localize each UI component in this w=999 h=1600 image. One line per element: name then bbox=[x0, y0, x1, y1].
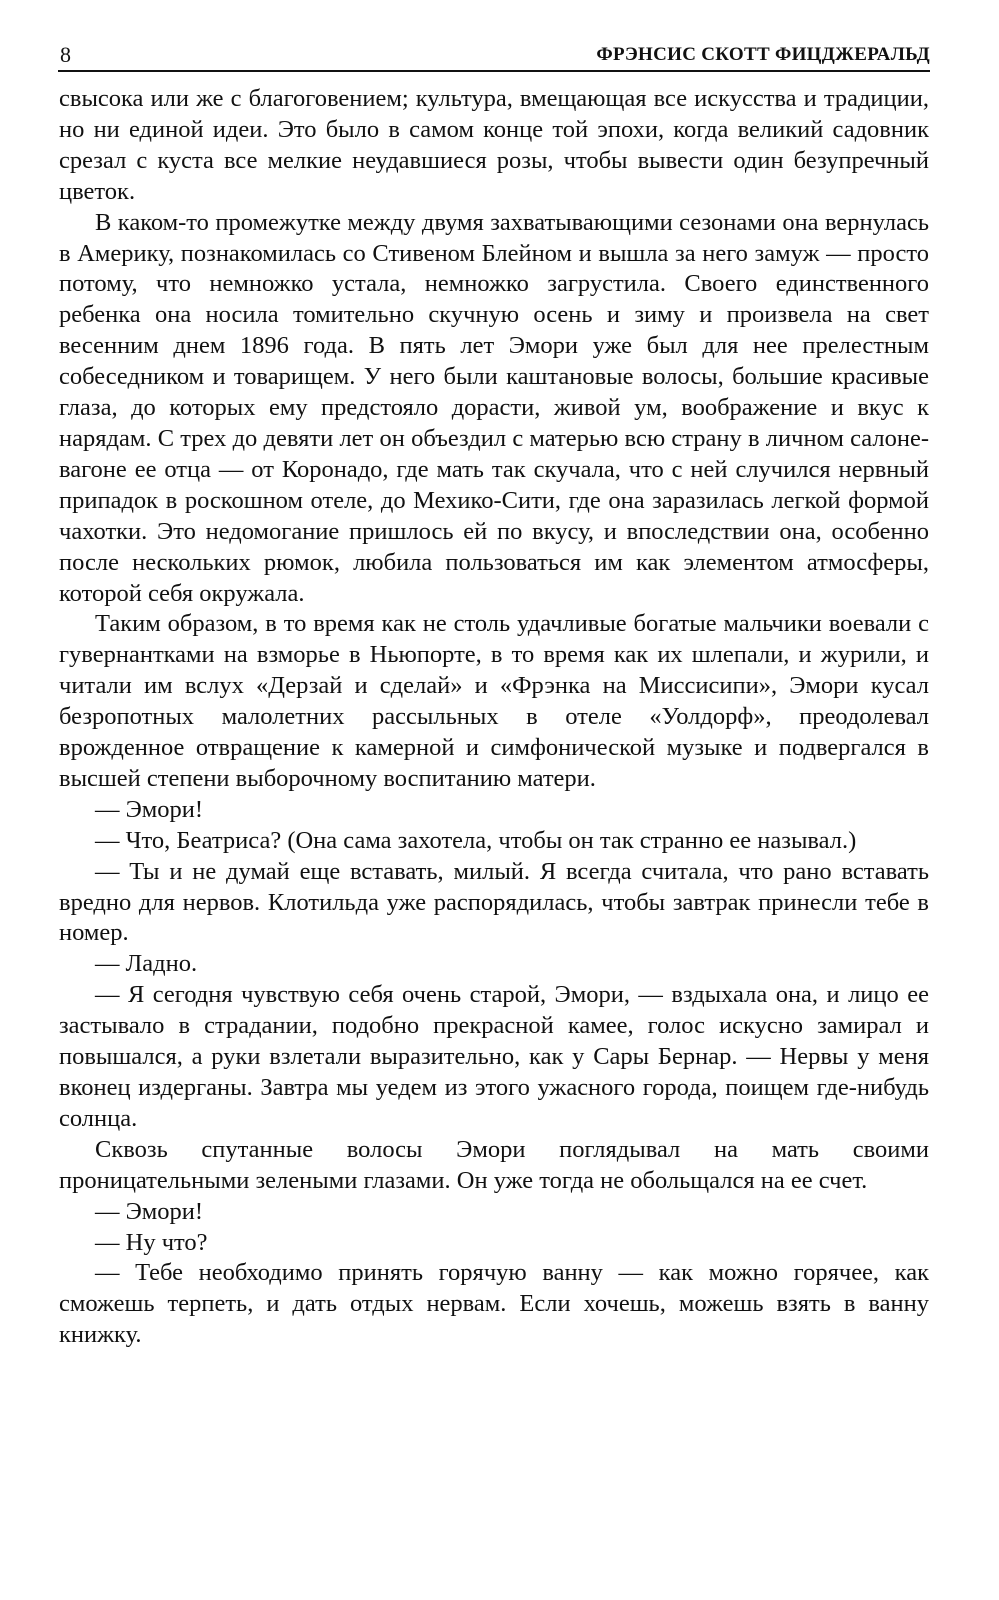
dialogue-line: — Тебе необходимо принять горячую ванну — как можно горячее, как сможешь терпеть, и дать отдых нервам. Если хочешь, можешь взять в ванну книжку. bbox=[59, 1259, 929, 1349]
dialogue-line: — Ты и не думай еще вставать, милый. Я всегда считала, что рано вставать вредно для нервов. Клотильда уже распорядилась, чтобы завтрак принесли тебе в номер. bbox=[59, 857, 929, 947]
paragraph-continuation: свысока или же с благоговением; культура, вмещающая все искусства и традиции, но ни единой идеи. Это было в самом конце той эпохи, когда великий садовник срезал с куста все мелкие неудавшиеся розы, чтобы вывести один безупречный цветок. bbox=[59, 85, 929, 205]
page-number: 8 bbox=[60, 42, 71, 67]
dialogue-line: — Ну что? bbox=[95, 1228, 208, 1256]
dialogue-line: — Ладно. bbox=[95, 950, 198, 978]
text-body bbox=[59, 84, 929, 1351]
dialogue-line: — Эмори! bbox=[95, 795, 204, 823]
dialogue-line: — Эмори! bbox=[95, 1197, 204, 1225]
author-name: ФРЭНСИС СКОТТ ФИЦДЖЕРАЛЬД bbox=[596, 44, 930, 65]
paragraph-blaine-marriage: В каком-то промежутке между двумя захватывающими сезонами она вернулась в Америку, познакомилась со Стивеном Блейном и вышла за него замуж — просто потому, что немножко устала, немножко загрустила. Своего единственного ребенка она носила томительно скучную осень и зиму и произвела на свет весенним днем 1896 года. В пять лет Эмори уже был для нее прелестным собеседником и товарищем. У него были каштановые волосы, большие красивые глаза, до которых ему предстояло дорасти, живой ум, воображение и вкус к нарядам. С трех до девяти лет он объездил с матерью всю страну в личном салоне-вагоне ее отца — от Коронадо, где мать так скучала, что с ней случился нервный припадок в роскошном отеле, до Мехико-Сити, где она заразилась легкой формой чахотки. Это недомогание пришлось ей по вкусу, и впоследствии она, особенно после нескольких рюмок, любила пользоваться им как элементом атмосферы, которой себя окружала. bbox=[59, 208, 929, 607]
header-rule bbox=[58, 70, 930, 72]
running-head bbox=[58, 40, 930, 72]
dialogue-line: — Я сегодня чувствую себя очень старой, Эмори, — вздыхала она, и лицо ее застывало в страдании, подобно прекрасной камее, голос искусно замирал и повышался, а руки взлетали выразительно, как у Сары Бернар. — Нервы у меня вконец издерганы. Завтра мы уедем из этого ужасного города, поищем где-нибудь солнца. bbox=[59, 981, 929, 1132]
paragraph-narration: Сквозь спутанные волосы Эмори поглядывал на мать своими проницательными зелеными глазами. Он уже тогда не обольщался на ее счет. bbox=[59, 1135, 929, 1194]
paragraph-upbringing: Таким образом, в то время как не столь удачливые богатые мальчики воевали с гувернантками на взморье в Ньюпорте, в то время как их шлепали, и журили, и читали им вслух «Дерзай и сделай» и «Фрэнка на Миссисипи», Эмори кусал безропотных малолетних рассыльных в отеле «Уолдорф», преодолевал врожденное отвращение к камерной и симфонической музыке и подвергался в высшей степени выборочному воспитанию матери. bbox=[59, 610, 929, 792]
dialogue-line: — Что, Беатриса? (Она сама захотела, чтобы он так странно ее называл.) bbox=[95, 826, 857, 854]
